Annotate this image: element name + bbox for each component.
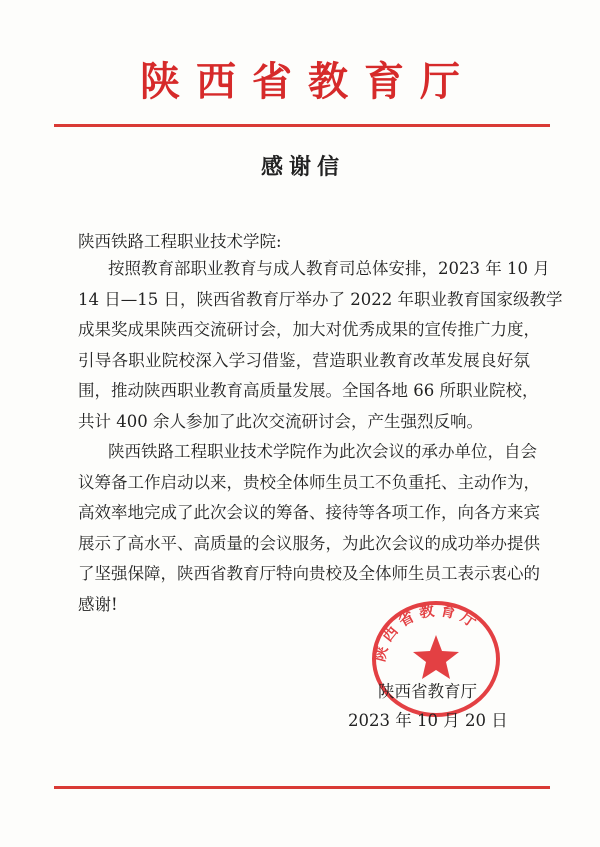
header-red-rule [54, 124, 550, 127]
paragraph-line: 展示了高水平、高质量的会议服务，为此次会议的成功举办提供 [78, 533, 540, 553]
paragraph-line: 成果奖成果陕西交流研讨会，加大对优秀成果的宣传推广力度， [78, 320, 540, 339]
paragraph-line: 按照教育部职业教育与成人教育司总体安排，2023 年 10 月 [108, 259, 550, 278]
paragraph-line: 陕西铁路工程职业技术学院作为此次会议的承办单位，自会 [108, 442, 537, 461]
organization-header: 陕西省教育厅 [140, 58, 476, 105]
paragraph-line: 议筹备工作启动以来，贵校全体师生员工不负重托、主动作为， [78, 472, 540, 492]
paragraph-line: 感谢! [78, 594, 118, 614]
seal-text: 陕西省教育厅 [370, 600, 485, 664]
paragraph-2 [78, 437, 540, 620]
signer-name: 陕西省教育厅 [378, 682, 477, 701]
salutation: 陕西铁路工程职业技术学院: [78, 232, 282, 251]
letter-title: 感谢信 [260, 154, 345, 180]
footer-red-rule [54, 786, 550, 789]
paragraph-line: 引导各职业院校深入学习借鉴，营造职业教育改革发展良好氛 [78, 350, 530, 370]
star-icon [413, 635, 459, 679]
letter-date: 2023 年 10 月 20 日 [348, 711, 508, 730]
paragraph-line: 高效率地完成了此次会议的筹备、接待等各项工作，向各方来宾 [78, 503, 540, 522]
paragraph-line: 了坚强保障，陕西省教育厅特向贵校及全体师生员工表示衷心的 [78, 564, 540, 583]
paragraph-line: 围，推动陕西职业教育高质量发展。全国各地 66 所职业院校， [78, 381, 539, 400]
paragraph-line: 共计 400 余人参加了此次交流研讨会，产生强烈反响。 [78, 411, 483, 431]
paragraph-1 [78, 254, 563, 437]
paragraph-line: 14 日—15 日，陕西省教育厅举办了 2022 年职业教育国家级教学 [78, 289, 563, 309]
